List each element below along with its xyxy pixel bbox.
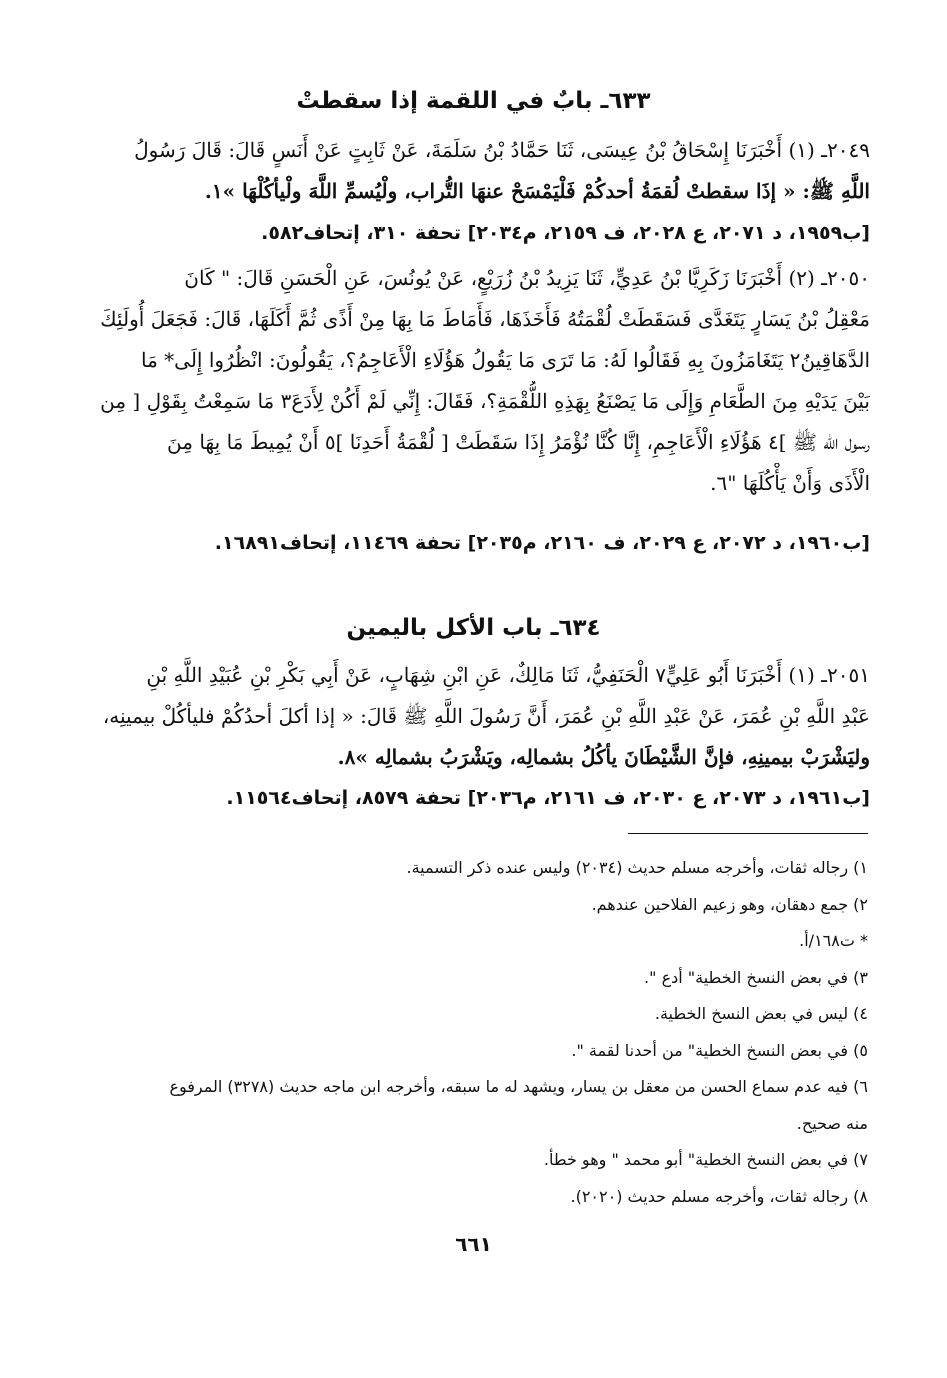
footnote: ٥) في بعض النسخ الخطية" من أحدنا لقمة ". [571, 1040, 868, 1060]
chapter-heading-633: ٦٣٣ـ بابٌ في اللقمة إذا سقطتْ [296, 88, 651, 114]
text-line: الْأَذَى وَأَنْ يَأْكُلَهَا "٦. [710, 471, 870, 495]
text-line: مَعْقِلُ بْنُ يَسَارٍ يَتَغَدَّى فَسَقَطَتْ لُقْمَتُهُ فَأَخَذَهَا، فَأَمَاطَ مَا بِهَا مِنْ أَذًى ثُمَّ أَكَلَهَا، قَالَ: فَجَعَلَ أُولَئِكَ [100, 307, 870, 331]
reference-line: [ب١٩٦٠، د ٢٠٧٢، ع ٢٠٢٩، ف ٢١٦٠، م٢٠٣٥] تحفة ١١٤٦٩، إتحاف١٦٨٩١. [214, 532, 870, 554]
reference-line: [ب١٩٦١، د ٢٠٧٣، ع ٢٠٣٠، ف ٢١٦١، م٢٠٣٦] تحفة ٨٥٧٩، إتحاف١١٥٦٤. [226, 787, 870, 809]
footnote: منه صحيح. [796, 1113, 868, 1133]
text-line: عَبْدِ اللَّهِ بْنِ عُمَرَ، عَنْ عَبْدِ اللَّهِ بْنِ عُمَرَ، أَنَّ رَسُولَ اللَّهِ ﷺ قَالَ: « إذا أكلَ أحدُكُمْ فليأكُلْ بيمينِه، [102, 704, 870, 728]
text-line: الدَّهَاقِينُ٢ يَتَغَامَزُونَ بِهِ فَقَالُوا لَهُ: مَا تَرَى مَا يَقُولُ هَؤُلَاءِ الْأَعَاجِمُ؟، يَقُولُونَ: انْظُرُوا إِلَى* مَا [140, 348, 870, 372]
footnotes [60, 850, 868, 1215]
text-line: اللَّهِ ﷺ: « إذَا سقطتْ لُقمَةُ أحدكُمْ فَلْيَمْسَحْ عنهَا التُّراب، ولْيُسمِّ اللَّهَ ولْيأكُلْهَا »١. [204, 179, 870, 203]
footnote: ٢) جمع دهقان، وهو زعيم الفلاحين عندهم. [591, 894, 868, 914]
text-line: ٢٠٥١ـ (١) أَخْبَرَنَا أَبُو عَلِيٍّ٧ الْحَنَفِيُّ، ثَنَا مَالِكٌ، عَنِ ابْنِ شِهَابٍ، عَنْ أَبِي بَكْرِ بْنِ عُبَيْدِ اللَّهِ بْنِ [146, 663, 870, 687]
footnote: ٧) في بعض النسخ الخطية" أبو محمد " وهو خطأ. [543, 1150, 868, 1169]
text-line: رسول الله ﷺ ]٤ هَؤُلَاءِ الْأَعَاجِمِ، إِنَّا كُنَّا نُؤْمَرُ إِذَا سَقَطَتْ [ لُقْمَةُ أَحَدِنَا ]٥ أَنْ يُمِيطَ مَا بِهَا مِنَ [167, 430, 870, 454]
footnote: ٣) في بعض النسخ الخطية" أدع ". [644, 967, 868, 987]
hadith-2051 [70, 655, 870, 778]
hadith-2049 [70, 130, 870, 212]
text-line: ٢٠٤٩ـ (١) أَخْبَرَنَا إِسْحَاقُ بْنُ عِيسَى، ثَنَا حَمَّادُ بْنُ سَلَمَةَ، عَنْ ثَابِتٍ عَنْ أَنَسٍ قَالَ: قَالَ رَسُولُ [134, 138, 870, 162]
chapter-heading-634: ٦٣٤ـ باب الأكل باليمين [346, 615, 601, 641]
footnote: ٨) رجاله ثقات، وأخرجه مسلم حديث (٢٠٢٠). [570, 1186, 868, 1206]
text-line: بَيْنَ يَدَيْهِ مِنَ الطَّعَامِ وَإِلَى مَا يَصْنَعُ بِهَذِهِ اللُّقْمَةِ؟، فَقَالَ: إِنِّي لَمْ أَكُنْ لِأَدَعَ٣ مَا سَمِعْتُ بِقَوْلِ [ مِن [100, 389, 870, 413]
footnote-divider [628, 833, 868, 834]
footnote: ٦) فيه عدم سماع الحسن من معقل بن يسار، ويشهد له ما سبقه، وأخرجه ابن ماجه حديث (٣٢٧٨) المرفوع [169, 1077, 868, 1096]
footnote: * ت١٦٨/أ. [799, 931, 868, 950]
hadith-2050 [70, 258, 870, 504]
text-line: وليَشْرَبْ بيمينِهِ، فإنَّ الشَّيْطَانَ يأكُلُ بشمالِه، ويَشْرَبُ بشمالِه »٨. [337, 745, 870, 769]
text-line: ٢٠٥٠ـ (٢) أَخْبَرَنَا زَكَرِيَّا بْنُ عَدِيٍّ، ثَنَا يَزِيدُ بْنُ زُرَيْعٍ، عَنْ يُونُسَ، عَنِ الْحَسَنِ قَالَ: " كَانَ [184, 266, 870, 290]
footnote: ٤) ليس في بعض النسخ الخطية. [654, 1004, 868, 1023]
reference-line: [ب١٩٥٩، د ٢٠٧١، ع ٢٠٢٨، ف ٢١٥٩، م٢٠٣٤] تحفة ٣١٠، إتحاف٥٨٢. [261, 222, 870, 244]
page-number: ٦٦١ [455, 1232, 492, 1256]
footnote: ١) رجاله ثقات، وأخرجه مسلم حديث (٢٠٣٤) وليس عنده ذكر التسمية. [406, 858, 868, 877]
